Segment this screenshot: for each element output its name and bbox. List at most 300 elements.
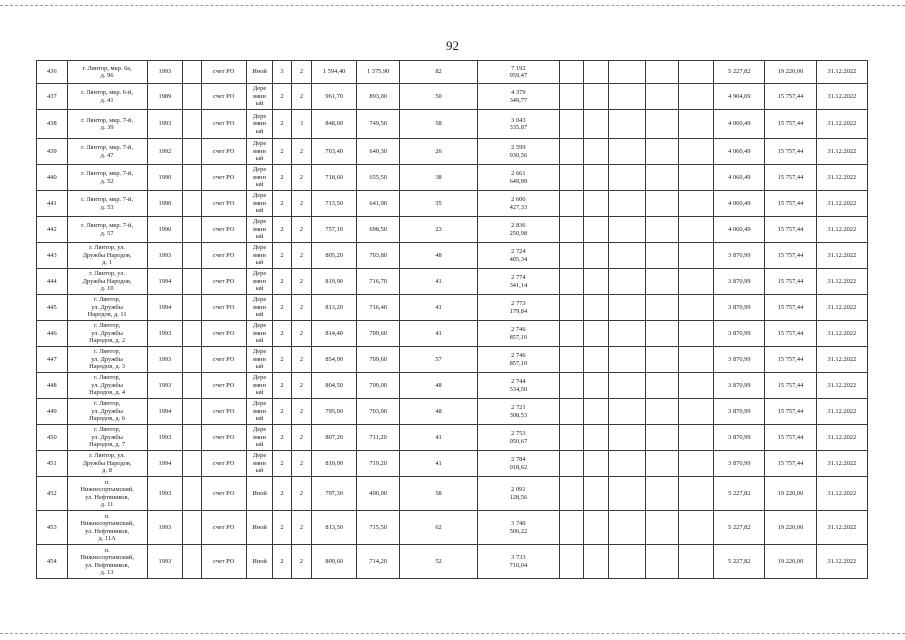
deadline-date-cell: 31.12.2022: [816, 321, 867, 347]
table-row: [37, 347, 868, 373]
floors-cell: 2: [273, 295, 291, 321]
floors-cell: 2: [273, 139, 291, 165]
wall-material-cell: Иной: [246, 545, 273, 579]
wall-material-cell: Дере вянн ый: [246, 425, 273, 451]
unit-cost-cell: 3 870,99: [714, 295, 765, 321]
total-area-cell: 961,70: [312, 84, 357, 110]
account-cell: счет РО: [201, 477, 246, 511]
residents-cell: 50: [400, 84, 478, 110]
deadline-date-cell: 31.12.2022: [816, 399, 867, 425]
empty-cell: [584, 295, 609, 321]
row-number-cell: 453: [37, 511, 68, 545]
address-cell: п. Нижнесортымский, ул. Нефтяников, д. 11А: [67, 511, 147, 545]
empty-cell: [183, 191, 201, 217]
floors-cell: 2: [273, 477, 291, 511]
year-cell: 1992: [147, 139, 183, 165]
empty-cell: [183, 61, 201, 84]
empty-cell: [608, 139, 645, 165]
deadline-date-cell: 31.12.2022: [816, 295, 867, 321]
deadline-date-cell: 31.12.2022: [816, 191, 867, 217]
entrances-cell: 2: [291, 139, 311, 165]
deadline-date-cell: 31.12.2022: [816, 139, 867, 165]
cost-cell: 7 192 959,47: [477, 61, 559, 84]
scan-bottom-edge: [0, 633, 905, 634]
year-cell: 1993: [147, 321, 183, 347]
table-row: [37, 321, 868, 347]
empty-cell: [645, 425, 679, 451]
empty-cell: [645, 545, 679, 579]
empty-cell: [679, 217, 714, 243]
total-area-cell: 797,30: [312, 477, 357, 511]
address-cell: г. Лянтор, мкр. 6а, д. 96: [67, 61, 147, 84]
row-number-cell: 449: [37, 399, 68, 425]
deadline-date-cell: 31.12.2022: [816, 477, 867, 511]
address-cell: г. Лянтор, ул. Дружбы Народов, д. 6: [67, 399, 147, 425]
account-cell: счет РО: [201, 269, 246, 295]
cost-cell: 3 043 335,87: [477, 110, 559, 139]
address-cell: г. Лянтор, мкр. 7-й, д. 53: [67, 191, 147, 217]
year-cell: 1994: [147, 451, 183, 477]
residents-cell: 48: [400, 373, 478, 399]
entrances-cell: 2: [291, 321, 311, 347]
year-cell: 1993: [147, 477, 183, 511]
address-cell: г. Лянтор, мкр. 6-й, д. 41: [67, 84, 147, 110]
empty-cell: [679, 321, 714, 347]
entrances-cell: 2: [291, 243, 311, 269]
row-number-cell: 445: [37, 295, 68, 321]
deadline-date-cell: 31.12.2022: [816, 110, 867, 139]
empty-cell: [584, 217, 609, 243]
limit-cost-cell: 19 220,00: [765, 545, 816, 579]
total-area-cell: 757,10: [312, 217, 357, 243]
empty-cell: [183, 269, 201, 295]
address-cell: п. Нижнесортымский, ул. Нефтяников, д. 11: [67, 477, 147, 511]
empty-cell: [559, 139, 584, 165]
floors-cell: 2: [273, 217, 291, 243]
year-cell: 1993: [147, 61, 183, 84]
deadline-date-cell: 31.12.2022: [816, 347, 867, 373]
empty-cell: [584, 61, 609, 84]
unit-cost-cell: 4 060,49: [714, 110, 765, 139]
limit-cost-cell: 19 220,00: [765, 511, 816, 545]
account-cell: счет РО: [201, 191, 246, 217]
residential-area-cell: 655,50: [357, 165, 400, 191]
residents-cell: 38: [400, 165, 478, 191]
unit-cost-cell: 3 870,99: [714, 451, 765, 477]
year-cell: 1993: [147, 243, 183, 269]
residential-area-cell: 703,80: [357, 243, 400, 269]
row-number-cell: 436: [37, 61, 68, 84]
wall-material-cell: Дере вянн ый: [246, 451, 273, 477]
year-cell: 1990: [147, 217, 183, 243]
housing-register-table: [36, 60, 868, 579]
account-cell: счет РО: [201, 451, 246, 477]
residential-area-cell: 703,00: [357, 399, 400, 425]
empty-cell: [608, 477, 645, 511]
empty-cell: [584, 110, 609, 139]
table-row: [37, 477, 868, 511]
limit-cost-cell: 15 757,44: [765, 217, 816, 243]
floors-cell: 2: [273, 399, 291, 425]
empty-cell: [183, 451, 201, 477]
address-cell: г. Лянтор, ул. Дружбы Народов, д. 4: [67, 373, 147, 399]
floors-cell: 2: [273, 321, 291, 347]
empty-cell: [183, 425, 201, 451]
deadline-date-cell: 31.12.2022: [816, 84, 867, 110]
wall-material-cell: Иной: [246, 477, 273, 511]
residents-cell: 23: [400, 217, 478, 243]
entrances-cell: 2: [291, 425, 311, 451]
empty-cell: [559, 295, 584, 321]
empty-cell: [584, 269, 609, 295]
empty-cell: [584, 243, 609, 269]
empty-cell: [679, 61, 714, 84]
empty-cell: [679, 545, 714, 579]
table-row: [37, 451, 868, 477]
limit-cost-cell: 15 757,44: [765, 165, 816, 191]
limit-cost-cell: 15 757,44: [765, 110, 816, 139]
empty-cell: [183, 217, 201, 243]
floors-cell: 2: [273, 191, 291, 217]
address-cell: г. Лянтор, ул. Дружбы Народов, д. 1: [67, 243, 147, 269]
cost-cell: 2 774 341,14: [477, 269, 559, 295]
account-cell: счет РО: [201, 295, 246, 321]
table-row: [37, 399, 868, 425]
empty-cell: [559, 191, 584, 217]
entrances-cell: 2: [291, 165, 311, 191]
entrances-cell: 2: [291, 477, 311, 511]
row-number-cell: 454: [37, 545, 68, 579]
row-number-cell: 446: [37, 321, 68, 347]
scan-top-edge: [0, 5, 905, 6]
floors-cell: 2: [273, 451, 291, 477]
residential-area-cell: 400,00: [357, 477, 400, 511]
empty-cell: [645, 295, 679, 321]
residential-area-cell: 749,50: [357, 110, 400, 139]
empty-cell: [608, 373, 645, 399]
residents-cell: 41: [400, 269, 478, 295]
limit-cost-cell: 15 757,44: [765, 295, 816, 321]
empty-cell: [608, 511, 645, 545]
cost-cell: 2 724 405,34: [477, 243, 559, 269]
entrances-cell: 2: [291, 61, 311, 84]
address-cell: г. Лянтор, ул. Дружбы Народов, д. 2: [67, 321, 147, 347]
empty-cell: [584, 139, 609, 165]
empty-cell: [183, 399, 201, 425]
empty-cell: [645, 217, 679, 243]
residents-cell: 41: [400, 451, 478, 477]
entrances-cell: 2: [291, 217, 311, 243]
empty-cell: [645, 61, 679, 84]
residents-cell: 58: [400, 477, 478, 511]
empty-cell: [608, 243, 645, 269]
deadline-date-cell: 31.12.2022: [816, 451, 867, 477]
residential-area-cell: 709,60: [357, 347, 400, 373]
total-area-cell: 718,60: [312, 165, 357, 191]
empty-cell: [608, 399, 645, 425]
empty-cell: [584, 84, 609, 110]
empty-cell: [679, 511, 714, 545]
account-cell: счет РО: [201, 61, 246, 84]
empty-cell: [559, 477, 584, 511]
address-cell: г. Лянтор, мкр. 7-й, д. 52: [67, 165, 147, 191]
floors-cell: 2: [273, 110, 291, 139]
empty-cell: [645, 139, 679, 165]
empty-cell: [679, 347, 714, 373]
residential-area-cell: 640,30: [357, 139, 400, 165]
residents-cell: 58: [400, 110, 478, 139]
cost-cell: 2 746 857,10: [477, 321, 559, 347]
empty-cell: [679, 451, 714, 477]
limit-cost-cell: 15 757,44: [765, 269, 816, 295]
table-row: [37, 545, 868, 579]
empty-cell: [584, 451, 609, 477]
unit-cost-cell: 3 870,99: [714, 347, 765, 373]
limit-cost-cell: 15 757,44: [765, 347, 816, 373]
floors-cell: 2: [273, 165, 291, 191]
cost-cell: 2 753 050,67: [477, 425, 559, 451]
wall-material-cell: Дере вянн ый: [246, 110, 273, 139]
empty-cell: [645, 451, 679, 477]
year-cell: 1994: [147, 295, 183, 321]
residential-area-cell: 714,20: [357, 545, 400, 579]
table-row: [37, 511, 868, 545]
cost-cell: 2 091 128,56: [477, 477, 559, 511]
total-area-cell: 804,50: [312, 373, 357, 399]
row-number-cell: 438: [37, 110, 68, 139]
empty-cell: [645, 399, 679, 425]
empty-cell: [559, 110, 584, 139]
unit-cost-cell: 4 904,09: [714, 84, 765, 110]
wall-material-cell: Дере вянн ый: [246, 139, 273, 165]
limit-cost-cell: 15 757,44: [765, 451, 816, 477]
account-cell: счет РО: [201, 545, 246, 579]
wall-material-cell: Дере вянн ый: [246, 243, 273, 269]
entrances-cell: 2: [291, 191, 311, 217]
unit-cost-cell: 4 060,49: [714, 165, 765, 191]
floors-cell: 2: [273, 84, 291, 110]
account-cell: счет РО: [201, 425, 246, 451]
residential-area-cell: 698,50: [357, 217, 400, 243]
total-area-cell: 807,20: [312, 425, 357, 451]
empty-cell: [608, 295, 645, 321]
account-cell: счет РО: [201, 110, 246, 139]
cost-cell: 3 740 506,22: [477, 511, 559, 545]
empty-cell: [679, 84, 714, 110]
address-cell: г. Лянтор, ул. Дружбы Народов, д. 7: [67, 425, 147, 451]
empty-cell: [679, 165, 714, 191]
cost-cell: 2 599 930,56: [477, 139, 559, 165]
table-row: [37, 61, 868, 84]
entrances-cell: 2: [291, 399, 311, 425]
empty-cell: [645, 347, 679, 373]
limit-cost-cell: 15 757,44: [765, 373, 816, 399]
empty-cell: [679, 425, 714, 451]
total-area-cell: 819,90: [312, 269, 357, 295]
account-cell: счет РО: [201, 399, 246, 425]
empty-cell: [584, 165, 609, 191]
unit-cost-cell: 3 870,99: [714, 373, 765, 399]
wall-material-cell: Дере вянн ый: [246, 347, 273, 373]
total-area-cell: 809,60: [312, 545, 357, 579]
year-cell: 1993: [147, 347, 183, 373]
year-cell: 1993: [147, 511, 183, 545]
year-cell: 1994: [147, 269, 183, 295]
empty-cell: [183, 295, 201, 321]
row-number-cell: 444: [37, 269, 68, 295]
address-cell: г. Лянтор, мкр. 7-й, д. 57: [67, 217, 147, 243]
year-cell: 1994: [147, 399, 183, 425]
empty-cell: [584, 347, 609, 373]
account-cell: счет РО: [201, 165, 246, 191]
account-cell: счет РО: [201, 347, 246, 373]
cost-cell: 2 721 308,53: [477, 399, 559, 425]
empty-cell: [584, 191, 609, 217]
total-area-cell: 1 594,40: [312, 61, 357, 84]
limit-cost-cell: 15 757,44: [765, 399, 816, 425]
unit-cost-cell: 5 227,82: [714, 477, 765, 511]
address-cell: г. Лянтор, ул. Дружбы Народов, д. 8: [67, 451, 147, 477]
cost-cell: 3 733 710,04: [477, 545, 559, 579]
deadline-date-cell: 31.12.2022: [816, 217, 867, 243]
total-area-cell: 854,90: [312, 347, 357, 373]
empty-cell: [559, 269, 584, 295]
entrances-cell: 2: [291, 295, 311, 321]
year-cell: 1990: [147, 165, 183, 191]
empty-cell: [645, 243, 679, 269]
deadline-date-cell: 31.12.2022: [816, 373, 867, 399]
table-row: [37, 373, 868, 399]
total-area-cell: 819,90: [312, 451, 357, 477]
residents-cell: 41: [400, 425, 478, 451]
unit-cost-cell: 3 870,99: [714, 269, 765, 295]
address-cell: г. Лянтор, ул. Дружбы Народов, д. 3: [67, 347, 147, 373]
table-row: [37, 425, 868, 451]
wall-material-cell: Дере вянн ый: [246, 84, 273, 110]
empty-cell: [608, 84, 645, 110]
row-number-cell: 437: [37, 84, 68, 110]
entrances-cell: 2: [291, 511, 311, 545]
empty-cell: [608, 61, 645, 84]
empty-cell: [608, 321, 645, 347]
address-cell: г. Лянтор, ул. Дружбы Народов, д. 11: [67, 295, 147, 321]
entrances-cell: 2: [291, 269, 311, 295]
row-number-cell: 441: [37, 191, 68, 217]
account-cell: счет РО: [201, 139, 246, 165]
year-cell: 1993: [147, 373, 183, 399]
wall-material-cell: Дере вянн ый: [246, 399, 273, 425]
limit-cost-cell: 15 757,44: [765, 243, 816, 269]
page-number: 92: [446, 38, 459, 53]
account-cell: счет РО: [201, 217, 246, 243]
empty-cell: [183, 545, 201, 579]
empty-cell: [608, 110, 645, 139]
empty-cell: [183, 373, 201, 399]
total-area-cell: 814,40: [312, 321, 357, 347]
entrances-cell: 2: [291, 373, 311, 399]
empty-cell: [559, 321, 584, 347]
account-cell: счет РО: [201, 321, 246, 347]
entrances-cell: 2: [291, 451, 311, 477]
account-cell: счет РО: [201, 511, 246, 545]
residents-cell: 57: [400, 347, 478, 373]
empty-cell: [679, 110, 714, 139]
empty-cell: [608, 425, 645, 451]
empty-cell: [183, 477, 201, 511]
total-area-cell: 713,50: [312, 191, 357, 217]
table-row: [37, 295, 868, 321]
floors-cell: 2: [273, 269, 291, 295]
row-number-cell: 443: [37, 243, 68, 269]
limit-cost-cell: 15 757,44: [765, 425, 816, 451]
floors-cell: 2: [273, 545, 291, 579]
residents-cell: 48: [400, 399, 478, 425]
year-cell: 1993: [147, 545, 183, 579]
table-row: [37, 110, 868, 139]
empty-cell: [679, 139, 714, 165]
cost-cell: 2 836 250,98: [477, 217, 559, 243]
residents-cell: 52: [400, 545, 478, 579]
empty-cell: [559, 399, 584, 425]
row-number-cell: 451: [37, 451, 68, 477]
residential-area-cell: 715,50: [357, 511, 400, 545]
row-number-cell: 442: [37, 217, 68, 243]
total-area-cell: 795,90: [312, 399, 357, 425]
wall-material-cell: Дере вянн ый: [246, 165, 273, 191]
limit-cost-cell: 15 757,44: [765, 139, 816, 165]
wall-material-cell: Дере вянн ый: [246, 269, 273, 295]
floors-cell: 2: [273, 373, 291, 399]
limit-cost-cell: 15 757,44: [765, 84, 816, 110]
table-row: [37, 191, 868, 217]
floors-cell: 3: [273, 61, 291, 84]
empty-cell: [608, 347, 645, 373]
cost-cell: 2 773 179,84: [477, 295, 559, 321]
unit-cost-cell: 4 060,49: [714, 217, 765, 243]
floors-cell: 2: [273, 243, 291, 269]
residents-cell: 41: [400, 295, 478, 321]
empty-cell: [679, 269, 714, 295]
unit-cost-cell: 5 227,82: [714, 61, 765, 84]
residents-cell: 26: [400, 139, 478, 165]
empty-cell: [559, 243, 584, 269]
empty-cell: [645, 84, 679, 110]
total-area-cell: 805,20: [312, 243, 357, 269]
empty-cell: [584, 321, 609, 347]
residents-cell: 82: [400, 61, 478, 84]
residents-cell: 35: [400, 191, 478, 217]
residential-area-cell: 1 375,90: [357, 61, 400, 84]
deadline-date-cell: 31.12.2022: [816, 61, 867, 84]
empty-cell: [183, 139, 201, 165]
unit-cost-cell: 4 060,49: [714, 139, 765, 165]
limit-cost-cell: 19 220,00: [765, 61, 816, 84]
entrances-cell: 2: [291, 545, 311, 579]
table-row: [37, 165, 868, 191]
year-cell: 1993: [147, 425, 183, 451]
limit-cost-cell: 15 757,44: [765, 321, 816, 347]
empty-cell: [559, 84, 584, 110]
wall-material-cell: Иной: [246, 511, 273, 545]
entrances-cell: 2: [291, 347, 311, 373]
table-row: [37, 269, 868, 295]
row-number-cell: 452: [37, 477, 68, 511]
unit-cost-cell: 3 870,99: [714, 321, 765, 347]
empty-cell: [608, 545, 645, 579]
row-number-cell: 448: [37, 373, 68, 399]
unit-cost-cell: 4 060,49: [714, 191, 765, 217]
empty-cell: [584, 511, 609, 545]
